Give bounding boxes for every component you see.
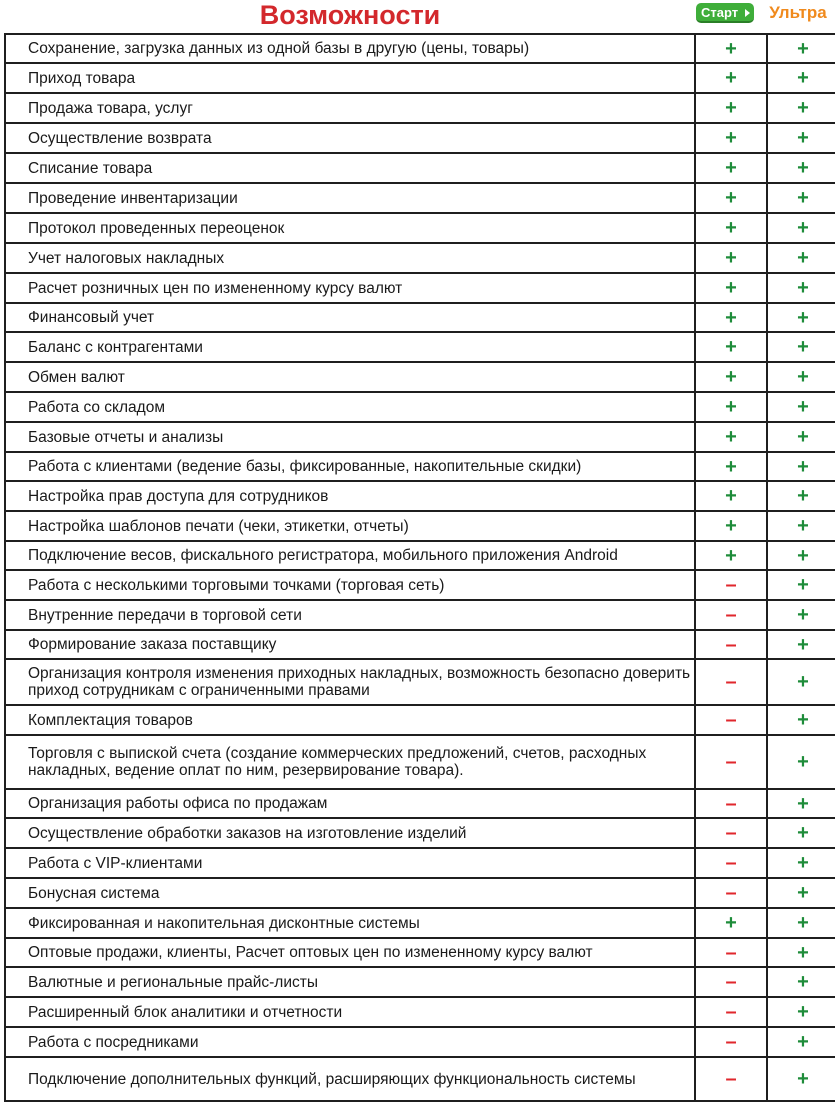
ultra-availability-mark: + bbox=[767, 735, 835, 789]
table-row bbox=[5, 878, 835, 908]
ultra-availability-mark: + bbox=[767, 213, 835, 243]
feature-name: Протокол проведенных переоценок bbox=[5, 213, 695, 243]
feature-name: Настройка шаблонов печати (чеки, этикетки, отчеты) bbox=[5, 511, 695, 541]
feature-name: Работа с несколькими торговыми точками (торговая сеть) bbox=[5, 570, 695, 600]
start-availability-mark: – bbox=[695, 848, 767, 878]
ultra-availability-mark: + bbox=[767, 183, 835, 213]
start-availability-mark: – bbox=[695, 630, 767, 659]
ultra-availability-mark: + bbox=[767, 570, 835, 600]
table-row bbox=[5, 273, 835, 303]
feature-name: Работа с VIP-клиентами bbox=[5, 848, 695, 878]
ultra-availability-mark: + bbox=[767, 848, 835, 878]
feature-name: Комплектация товаров bbox=[5, 705, 695, 735]
start-availability-mark: – bbox=[695, 735, 767, 789]
feature-name: Проведение инвентаризации bbox=[5, 183, 695, 213]
start-availability-mark: + bbox=[695, 123, 767, 153]
table-row bbox=[5, 63, 835, 93]
start-availability-mark: – bbox=[695, 818, 767, 848]
ultra-availability-mark: + bbox=[767, 511, 835, 541]
ultra-availability-mark: + bbox=[767, 303, 835, 332]
start-availability-mark: + bbox=[695, 541, 767, 570]
feature-name: Работа с посредниками bbox=[5, 1027, 695, 1057]
table-row bbox=[5, 735, 835, 789]
feature-name: Оптовые продажи, клиенты, Расчет оптовых цен по измененному курсу валют bbox=[5, 938, 695, 967]
start-availability-mark: + bbox=[695, 183, 767, 213]
table-row bbox=[5, 511, 835, 541]
table-row bbox=[5, 362, 835, 392]
start-availability-mark: + bbox=[695, 153, 767, 183]
table-row bbox=[5, 541, 835, 570]
table-row bbox=[5, 422, 835, 452]
start-availability-mark: + bbox=[695, 422, 767, 452]
table-row bbox=[5, 452, 835, 481]
start-availability-mark: + bbox=[695, 273, 767, 303]
play-arrow-icon bbox=[745, 9, 750, 17]
start-availability-mark: + bbox=[695, 93, 767, 123]
ultra-availability-mark: + bbox=[767, 789, 835, 818]
feature-name: Подключение дополнительных функций, расширяющих функциональность системы bbox=[5, 1057, 695, 1101]
start-availability-mark: – bbox=[695, 659, 767, 705]
ultra-availability-mark: + bbox=[767, 153, 835, 183]
ultra-availability-mark: + bbox=[767, 600, 835, 630]
start-availability-mark: + bbox=[695, 452, 767, 481]
ultra-availability-mark: + bbox=[767, 1057, 835, 1101]
feature-name: Осуществление обработки заказов на изготовление изделий bbox=[5, 818, 695, 848]
table-row bbox=[5, 213, 835, 243]
ultra-availability-mark: + bbox=[767, 908, 835, 938]
table-row bbox=[5, 183, 835, 213]
ultra-availability-mark: + bbox=[767, 34, 835, 63]
ultra-availability-mark: + bbox=[767, 392, 835, 422]
feature-name: Расширенный блок аналитики и отчетности bbox=[5, 997, 695, 1027]
table-row bbox=[5, 818, 835, 848]
feature-name: Списание товара bbox=[5, 153, 695, 183]
table-row bbox=[5, 153, 835, 183]
start-availability-mark: + bbox=[695, 243, 767, 273]
table-row bbox=[5, 600, 835, 630]
feature-name: Подключение весов, фискального регистратора, мобильного приложения Android bbox=[5, 541, 695, 570]
table-row bbox=[5, 705, 835, 735]
ultra-availability-mark: + bbox=[767, 630, 835, 659]
start-availability-mark: + bbox=[695, 303, 767, 332]
ultra-availability-mark: + bbox=[767, 123, 835, 153]
table-row bbox=[5, 332, 835, 362]
table-row bbox=[5, 123, 835, 153]
feature-name: Внутренние передачи в торговой сети bbox=[5, 600, 695, 630]
ultra-availability-mark: + bbox=[767, 967, 835, 997]
table-row bbox=[5, 938, 835, 967]
feature-name: Обмен валют bbox=[5, 362, 695, 392]
ultra-availability-mark: + bbox=[767, 818, 835, 848]
table-row bbox=[5, 1057, 835, 1101]
start-availability-mark: – bbox=[695, 570, 767, 600]
table-row bbox=[5, 967, 835, 997]
feature-name: Базовые отчеты и анализы bbox=[5, 422, 695, 452]
start-availability-mark: + bbox=[695, 213, 767, 243]
ultra-availability-mark: + bbox=[767, 659, 835, 705]
ultra-availability-mark: + bbox=[767, 1027, 835, 1057]
ultra-availability-mark: + bbox=[767, 63, 835, 93]
ultra-availability-mark: + bbox=[767, 878, 835, 908]
table-row bbox=[5, 34, 835, 63]
start-availability-mark: + bbox=[695, 908, 767, 938]
start-availability-mark: – bbox=[695, 600, 767, 630]
feature-name: Фиксированная и накопительная дисконтные системы bbox=[5, 908, 695, 938]
start-availability-mark: + bbox=[695, 362, 767, 392]
table-row bbox=[5, 243, 835, 273]
feature-name: Торговля с выпиской счета (создание коммерческих предложений, счетов, расходных накладных, ведение оплат по ним, резервирование товара). bbox=[5, 735, 695, 789]
table-row bbox=[5, 93, 835, 123]
start-availability-mark: – bbox=[695, 967, 767, 997]
table-row bbox=[5, 1027, 835, 1057]
feature-name: Учет налоговых накладных bbox=[5, 243, 695, 273]
start-availability-mark: + bbox=[695, 63, 767, 93]
ultra-availability-mark: + bbox=[767, 452, 835, 481]
start-plan-label: Старт bbox=[701, 5, 739, 20]
feature-name: Организация работы офиса по продажам bbox=[5, 789, 695, 818]
ultra-availability-mark: + bbox=[767, 422, 835, 452]
feature-name: Работа со складом bbox=[5, 392, 695, 422]
feature-name: Продажа товара, услуг bbox=[5, 93, 695, 123]
start-availability-mark: + bbox=[695, 332, 767, 362]
start-availability-mark: – bbox=[695, 789, 767, 818]
ultra-availability-mark: + bbox=[767, 541, 835, 570]
feature-name: Осуществление возврата bbox=[5, 123, 695, 153]
feature-name: Сохранение, загрузка данных из одной базы в другую (цены, товары) bbox=[5, 34, 695, 63]
ultra-availability-mark: + bbox=[767, 243, 835, 273]
feature-name: Валютные и региональные прайс-листы bbox=[5, 967, 695, 997]
start-availability-mark: + bbox=[695, 511, 767, 541]
table-row bbox=[5, 392, 835, 422]
start-availability-mark: – bbox=[695, 1057, 767, 1101]
ultra-availability-mark: + bbox=[767, 705, 835, 735]
table-row bbox=[5, 789, 835, 818]
feature-name: Финансовый учет bbox=[5, 303, 695, 332]
start-availability-mark: – bbox=[695, 938, 767, 967]
start-availability-mark: – bbox=[695, 1027, 767, 1057]
ultra-availability-mark: + bbox=[767, 93, 835, 123]
feature-name: Бонусная система bbox=[5, 878, 695, 908]
table-row bbox=[5, 570, 835, 600]
ultra-availability-mark: + bbox=[767, 938, 835, 967]
ultra-availability-mark: + bbox=[767, 332, 835, 362]
page-title: Возможности bbox=[259, 0, 441, 30]
table-row bbox=[5, 659, 835, 705]
start-availability-mark: – bbox=[695, 997, 767, 1027]
table-row bbox=[5, 481, 835, 511]
ultra-plan-label: Ультра bbox=[769, 3, 827, 22]
start-availability-mark: – bbox=[695, 705, 767, 735]
ultra-availability-mark: + bbox=[767, 273, 835, 303]
ultra-availability-mark: + bbox=[767, 362, 835, 392]
header bbox=[0, 0, 835, 34]
start-plan-badge bbox=[696, 3, 754, 23]
start-availability-mark: + bbox=[695, 481, 767, 511]
start-availability-mark: + bbox=[695, 34, 767, 63]
feature-name: Организация контроля изменения приходных накладных, возможность безопасно доверить приход сотрудникам с ограниченными правами bbox=[5, 659, 695, 705]
feature-name: Расчет розничных цен по измененному курсу валют bbox=[5, 273, 695, 303]
feature-name: Настройка прав доступа для сотрудников bbox=[5, 481, 695, 511]
table-row bbox=[5, 908, 835, 938]
feature-name: Формирование заказа поставщику bbox=[5, 630, 695, 659]
feature-name: Приход товара bbox=[5, 63, 695, 93]
ultra-availability-mark: + bbox=[767, 481, 835, 511]
table-row bbox=[5, 303, 835, 332]
table-row bbox=[5, 848, 835, 878]
ultra-availability-mark: + bbox=[767, 997, 835, 1027]
start-availability-mark: – bbox=[695, 878, 767, 908]
table-row bbox=[5, 997, 835, 1027]
features-table bbox=[4, 33, 835, 1102]
table-row bbox=[5, 630, 835, 659]
start-availability-mark: + bbox=[695, 392, 767, 422]
feature-name: Работа с клиентами (ведение базы, фиксированные, накопительные скидки) bbox=[5, 452, 695, 481]
feature-name: Баланс с контрагентами bbox=[5, 332, 695, 362]
